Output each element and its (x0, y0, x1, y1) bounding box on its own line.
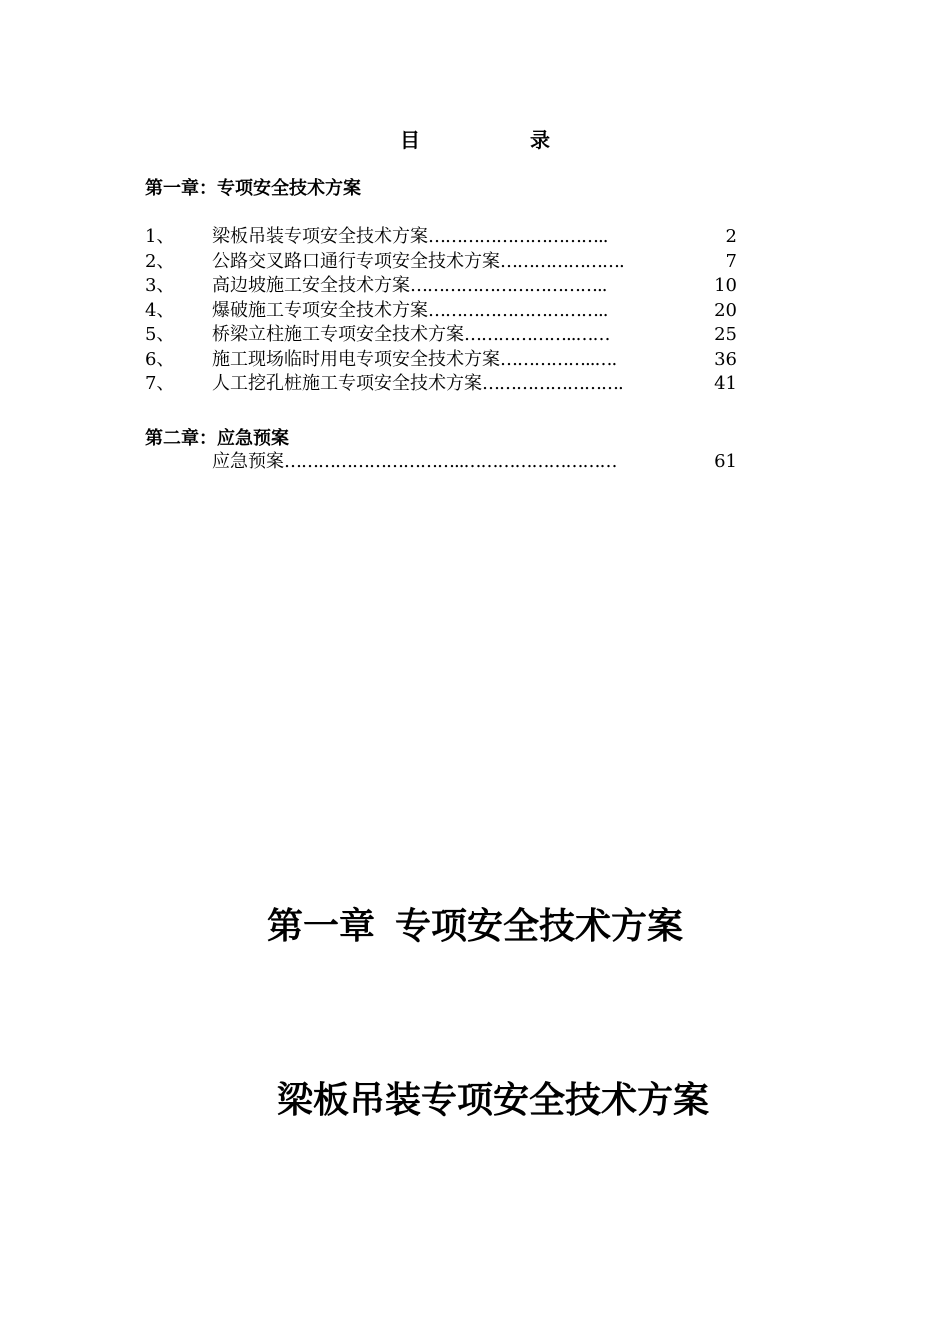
toc-entry-page: 7 (725, 250, 737, 272)
toc-entry-page: 41 (714, 373, 737, 394)
toc-chapter1-label: 第一章：专项安全技术方案 (145, 178, 361, 199)
toc-entry-page: 36 (714, 348, 737, 370)
toc-entry-leader: ………………..…… (464, 324, 610, 345)
toc-entry-title: 公路交叉路口通行专项安全技术方案 (212, 250, 500, 272)
toc-entry-leader: …………………. (500, 250, 624, 272)
toc-entry-title: 施工现场临时用电专项安全技术方案 (212, 348, 500, 370)
toc-entry-title: 梁板吊装专项安全技术方案 (212, 226, 428, 247)
toc-entry-title: 应急预案 (212, 451, 284, 472)
toc-entry-number: 5、 (145, 324, 175, 345)
toc-entry-leader: ………………………….. (428, 226, 608, 247)
toc-entry-page: 61 (714, 451, 737, 472)
toc-entry[interactable] (145, 323, 737, 348)
section-title: 梁板吊装专项安全技术方案 (276, 1079, 709, 1121)
toc-chapter2-label: 第二章：应急预案 (145, 428, 289, 449)
toc-entry[interactable] (145, 274, 737, 299)
toc-heading (0, 124, 950, 153)
toc-entry-number: 1、 (145, 226, 175, 247)
toc-entry-leader: …………………………..……………………… (284, 451, 617, 472)
toc-entry-leader: ……………..…. (500, 348, 617, 370)
toc-entry-title: 桥梁立柱施工专项安全技术方案 (212, 324, 464, 345)
toc-entry[interactable] (145, 250, 737, 275)
toc-entry-number: 6、 (145, 348, 175, 370)
chapter-title (0, 898, 950, 949)
toc-heading-char-2: 录 (530, 128, 550, 152)
toc-heading-char-1: 目 (400, 128, 420, 152)
toc-entry[interactable] (145, 348, 737, 373)
toc-entry[interactable] (145, 372, 737, 397)
toc-entry-number: 4、 (145, 299, 175, 321)
toc-entry-title: 爆破施工专项安全技术方案 (212, 299, 428, 321)
toc-entry-page: 20 (714, 299, 737, 321)
toc-entry-number: 2、 (145, 250, 175, 272)
toc-entry-page: 10 (714, 275, 737, 296)
toc-entry-leader: …………………………….. (410, 275, 607, 296)
toc-entry-leader: ……………………. (482, 373, 623, 394)
toc-entry-number: 3、 (145, 275, 175, 296)
toc-entry-leader: ………………………….. (428, 299, 608, 321)
toc-entry-page: 2 (725, 226, 737, 247)
chapter-title-text: 专项安全技术方案 (395, 905, 684, 947)
toc-entry[interactable] (145, 299, 737, 324)
toc-entry-page: 25 (714, 324, 737, 345)
toc-entry-emergency[interactable] (212, 449, 737, 474)
toc-list (145, 225, 737, 397)
chapter-title-number: 第一章 (266, 905, 375, 947)
toc-entry-title: 高边坡施工安全技术方案 (212, 275, 410, 296)
toc-entry-number: 7、 (145, 373, 175, 394)
toc-entry-title: 人工挖孔桩施工专项安全技术方案 (212, 373, 482, 394)
toc-entry[interactable] (145, 225, 737, 250)
